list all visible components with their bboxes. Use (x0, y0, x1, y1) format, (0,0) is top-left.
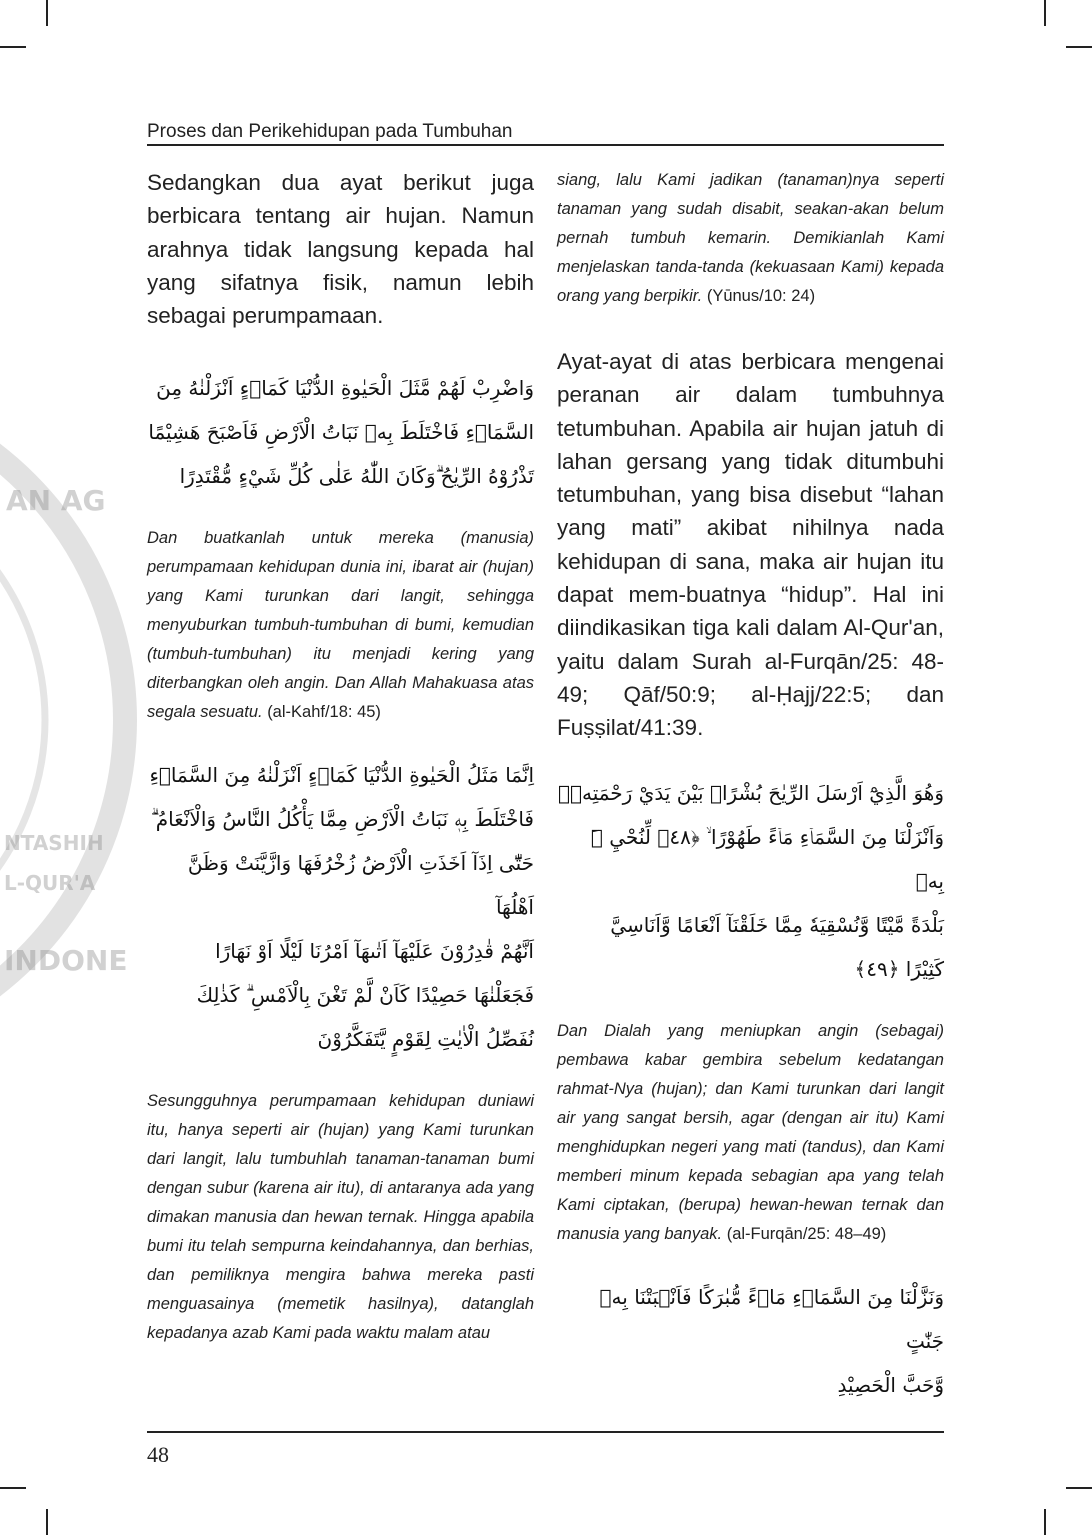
arabic-line: حَتّٰٓى اِذَآ اَخَذَتِ الْاَرْضُ زُخْرُفَهَا وَازَّيَّنَتْ وَظَنَّ اَهْلُهَآ (187, 851, 534, 920)
watermark-text: AN AG (6, 484, 106, 517)
intro-paragraph: Sedangkan dua ayat berikut juga berbicara tentang air hujan. Namun arahnya tidak langsung kepada hal yang sifatnya fisik, namun lebih sebagai perumpamaan. (147, 170, 534, 329)
page-footer (147, 1431, 944, 1509)
verse-reference: (Yūnus/10: 24) (706, 287, 816, 305)
crop-mark (46, 1509, 48, 1535)
running-header: Proses dan Perikehidupan pada Tumbuhan (147, 121, 513, 142)
arabic-line: وَاضْرِبْ لَهُمْ مَّثَلَ الْحَيٰوةِ الدُّنْيَا كَمَاۤءٍ اَنْزَلْنٰهُ مِنَ (156, 376, 534, 401)
watermark-text: NTASHIH (4, 831, 104, 855)
verse-arabic-furqan-48-49 (557, 771, 944, 991)
crop-mark (0, 1487, 26, 1489)
verse-arabic-qaf-9 (557, 1275, 944, 1407)
arabic-line: اِنَّمَا مَثَلُ الْحَيٰوةِ الدُّنْيَا كَمَاۤءٍ اَنْزَلْنٰهُ مِنَ السَّمَاۤءِ (149, 763, 534, 788)
verse-reference: (al-Furqān/25: 48–49) (726, 1224, 887, 1243)
translation-text: siang, lalu Kami jadikan (tanaman)nya seperti tanaman yang sudah disabit, seakan-akan belum pernah tumbuh kemarin. Demikianlah Kami menjelaskan tanda-tanda (kekuasaan Kami) kepada orang yang berpikir. (557, 171, 944, 305)
explanation-paragraph: Ayat-ayat di atas berbicara mengenai peranan air dalam tumbuhnya tetumbuhan. Apabila air hujan jatuh di lahan gersang yang tidak ditumbuhi tetumbuhan, yang bisa disebut “lahan yang mati” akibat nihilnya nada kehidupan di sana, maka air hujan itu dapat mem-buatnya “hidup”. Hal ini diindikasikan tiga kali dalam Al-Qur'an, yaitu dalam Surah al-Furqān/25: 48-49; Qāf/50:9; al-Ḥajj/22:5; dan Fuṣṣilat/41:39. (557, 349, 944, 741)
verse-translation-yunus-24-continued (557, 166, 944, 311)
crop-mark (1066, 46, 1092, 48)
verse-arabic-yunus-24 (147, 753, 534, 1061)
right-column (557, 166, 944, 1407)
translation-text: Dan Dialah yang meniupkan angin (sebagai) pembawa kabar gembira sebelum kedatangan rahmat-Nya (hujan); dan Kami turunkan dari langit air yang sangat bersih, agar (dengan air itu) Kami menghidupkan negeri yang mati (tandus), dan Kami memberi minum kepada sebagian apa yang telah Kami ciptakan, (berupa) hewan-hewan ternak dan manusia yang banyak. (557, 1021, 944, 1243)
arabic-line: وَاَنْزَلْنَا مِنَ السَّمَاۤءِ مَاۤءً طَهُوْرًا ۙ ﴿٤٨﴾ لِّنُحْيِ َۧ بِهٖ (590, 824, 944, 893)
arabic-line: وَهُوَ الَّذِيْٓ اَرْسَلَ الرِّيٰحَ بُشْرًاۢ بَيْنَ يَدَيْ رَحْمَتِهٖۚ (557, 780, 944, 805)
crop-mark (46, 0, 48, 26)
arabic-line: وَنَزَّلْنَا مِنَ السَّمَاۤءِ مَاۤءً مُّبٰرَكًا فَاَنْۢبَتْنَا بِهٖ جَنّٰتٍ (599, 1284, 944, 1353)
verse-reference: (al-Kahf/18: 45) (267, 703, 381, 722)
crop-mark (1044, 1509, 1046, 1535)
arabic-line: اَنَّهُمْ قٰدِرُوْنَ عَلَيْهَآ اَتٰىهَآ اَمْرُنَا لَيْلًا اَوْ نَهَارًا (215, 939, 534, 964)
watermark-text: INDONE (4, 944, 128, 977)
arabic-line: بَلْدَةً مَّيْتًا وَّنُسْقِيَهٗ مِمَّا خَلَقْنَآ اَنْعَامًا وَّاَنَاسِيَّ (610, 912, 944, 937)
arabic-line: فَجَعَلْنٰهَا حَصِيْدًا كَاَنْ لَّمْ تَغْنَ بِالْاَمْسِ ۗ كَذٰلِكَ (196, 983, 534, 1008)
crop-mark (1066, 1487, 1092, 1489)
page (147, 0, 944, 1509)
watermark-stamp-inner-ring (0, 465, 45, 975)
page-number: 48 (147, 1441, 169, 1467)
verse-arabic-kahf-45 (147, 366, 534, 498)
two-column-body (147, 166, 944, 1407)
arabic-line: فَاخْتَلَطَ بِهٖ نَبَاتُ الْاَرْضِ مِمَّا يَأْكُلُ النَّاسُ وَالْاَنْعَامُ ۗ (150, 807, 534, 832)
crop-mark (1044, 0, 1046, 26)
crop-mark (0, 46, 26, 48)
verse-translation-furqan-48-49 (557, 1017, 944, 1249)
arabic-line: كَثِيْرًا ﴿٤٩﴾ (854, 956, 944, 981)
translation-text: Dan buatkanlah untuk mereka (manusia) perumpamaan kehidupan dunia ini, ibarat air (hujan) yang Kami turunkan dari langit, sehingga menyuburkan tumbuh-tumbuhan di bumi, kemudian (tumbuh-tumbuhan) itu menjadi kering yang diterbangkan oleh angin. Dan Allah Mahakuasa atas segala sesuatu. (147, 529, 534, 722)
header-rule (147, 144, 944, 146)
footer-rule (147, 1431, 944, 1433)
arabic-line: نُفَصِّلُ الْاٰيٰتِ لِقَوْمٍ يَّتَفَكَّرُوْنَ (317, 1027, 534, 1052)
watermark-stamp (0, 380, 140, 1060)
arabic-line: وَّحَبَّ الْحَصِيْدِ (837, 1372, 944, 1397)
watermark-text: L-QUR'A (4, 871, 96, 895)
verse-translation-yunus-24: Sesungguhnya perumpamaan kehidupan duniawi itu, hanya seperti air (hujan) yang Kami turunkan dari langit, lalu tumbuhlah tanaman-tanaman bumi dengan subur (karena air itu), di antaranya ada yang dimakan manusia dan hewan ternak. Hingga apabila bumi itu telah sempurna keindahannya, dan berhias, dan pemiliknya mengira bahwa mereka pasti menguasainya (memetik hasilnya), datanglah kepadanya azab Kami pada waktu malam atau (147, 1092, 534, 1343)
verse-translation-kahf-45 (147, 524, 534, 727)
left-column (147, 166, 534, 1348)
arabic-line: السَّمَاۤءِ فَاخْتَلَطَ بِهٖ نَبَاتُ الْاَرْضِ فَاَصْبَحَ هَشِيْمًا (148, 420, 534, 445)
arabic-line: تَذْرُوْهُ الرِّيٰحُ ۗوَكَانَ اللّٰهُ عَلٰى كُلِّ شَيْءٍ مُّقْتَدِرًا (179, 464, 534, 489)
